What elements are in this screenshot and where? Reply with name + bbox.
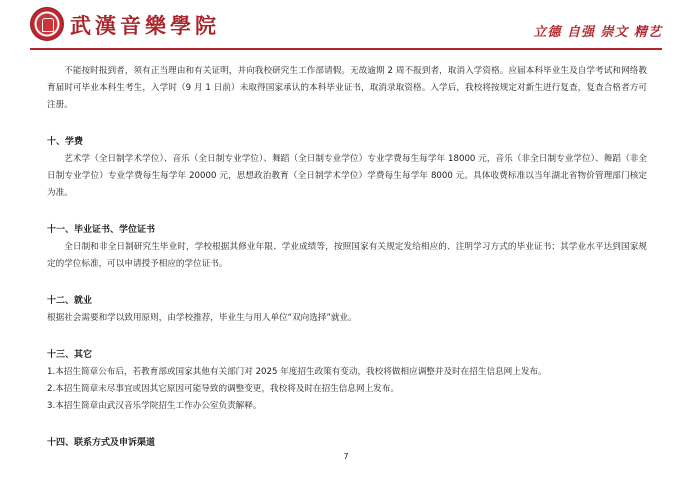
document-body: [47, 63, 647, 452]
tuition-text: 艺术学（全日制学术学位）、音乐（全日制专业学位）、舞蹈（全日制专业学位）专业学费每生每学年 18000 元，音乐（非全日制专业学位）、舞蹈（非全日制专业学位）专业学费每生每学年 20000 元，思想政治教育（全日制学术学位）学费每生每学年 8000 元。具体收费标准以当年湖北省物价管理部门核定为准。: [47, 154, 647, 198]
tuition-heading: 十、学费: [47, 137, 84, 147]
school-name-logo: 武漢音樂學院: [70, 13, 220, 38]
other-item-1: 1.本招生简章公布后，若教育部或国家其他有关部门对 2025 年度招生政策有变动，我校将做相应调整并及时在招生信息网上发布。: [47, 367, 547, 377]
school-motto: 立德 自强 崇文 精艺: [533, 25, 662, 40]
school-seal-logo: [30, 7, 64, 41]
certificates-heading: 十一、毕业证书、学位证书: [47, 225, 156, 235]
employment-text: 根据社会需要和学以致用原则，由学校推荐，毕业生与用人单位“双向选择”就业。: [47, 313, 357, 323]
contact-heading: 十四、联系方式及申诉渠道: [47, 438, 156, 448]
other-item-2: 2.本招生简章未尽事宜或因其它原因可能导致的调整变更，我校将及时在招生信息网上发布。: [47, 384, 399, 394]
other-item-3: 3.本招生简章由武汉音乐学院招生工作办公室负责解释。: [47, 401, 262, 411]
page-header: [0, 0, 692, 50]
admission-continued-text: 不能按时报到者，须有正当理由和有关证明，并向我校研究生工作部请假。无故逾期 2 周不报到者，取消入学资格。应届本科毕业生及自学考试和网络教育届时可毕业本科生考生，入学时（9 月 1 日前）未取得国家承认的本科毕业证书，取消录取资格。入学后，我校将按规定对新生进行复查，复查合格者方可注册。: [47, 66, 647, 110]
page-number: 7: [343, 452, 349, 461]
header-divider: [30, 48, 662, 50]
other-heading: 十三、其它: [47, 350, 93, 360]
certificates-text: 全日制和非全日制研究生毕业时，学校根据其修业年限、学业成绩等，按照国家有关规定发给相应的、注明学习方式的毕业证书；其学业水平达到国家规定的学位标准，可以申请授予相应的学位证书。: [47, 242, 647, 269]
employment-heading: 十二、就业: [47, 296, 93, 306]
